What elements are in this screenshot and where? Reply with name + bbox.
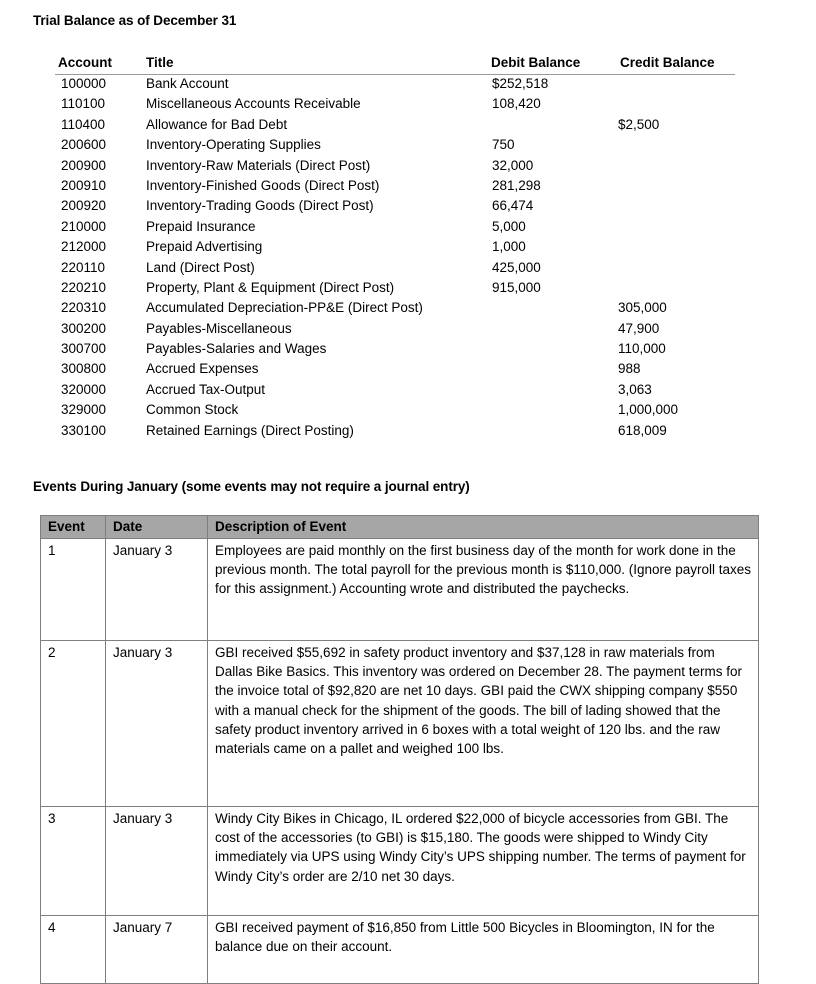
row-cell-account: 220310 bbox=[61, 300, 107, 316]
trial-balance-heading: Trial Balance as of December 31 bbox=[33, 13, 237, 28]
row-cell-event-date: January 7 bbox=[106, 916, 208, 984]
row-cell-event-description: GBI received $55,692 in safety product inventory and $37,128 in raw materials from Dallas Bike Basics. This inventory was ordered on December 28. The payment terms for the invoice total of $92,820 are net 10 days. GBI paid the CWX shipping company $550 with a manual check for the shipment of the goods. The bill of lading showed that the safety product inventory arrived in 6 boxes with a total weight of 120 lbs. and the raw materials came on a pallet and weighed 100 lbs. bbox=[208, 641, 759, 807]
row-cell-debit: $252,518 bbox=[492, 76, 549, 91]
row-cell-debit: 108,420 bbox=[492, 96, 541, 112]
trial-balance-row bbox=[0, 237, 816, 257]
trial-balance-row bbox=[0, 135, 816, 155]
row-cell-title: Property, Plant & Equipment (Direct Post) bbox=[146, 279, 395, 295]
row-cell-account: 100000 bbox=[61, 76, 107, 91]
row-cell-event-description: Employees are paid monthly on the first business day of the month for work done in the previous month. The total payroll for the previous month is $110,000. (Ignore payroll taxes for this assignment.) Accounting wrote and distributed the paychecks. bbox=[208, 539, 759, 641]
row-cell-title: Miscellaneous Accounts Receivable bbox=[146, 96, 361, 112]
row-cell-debit: 1,000 bbox=[492, 239, 526, 255]
trial-balance-row bbox=[0, 359, 816, 379]
events-body bbox=[41, 539, 759, 984]
row-cell-debit: 915,000 bbox=[492, 279, 541, 295]
trial-balance-row bbox=[0, 115, 816, 135]
trial-balance-row bbox=[0, 339, 816, 359]
row-cell-credit: $2,500 bbox=[618, 116, 660, 132]
trial-balance-row bbox=[0, 319, 816, 339]
trial-balance-row bbox=[0, 298, 816, 318]
row-cell-event-description: GBI received payment of $16,850 from Little 500 Bicycles in Bloomington, IN for the balance due on their account. bbox=[208, 916, 759, 984]
row-cell-title: Accumulated Depreciation-PP&E (Direct Post) bbox=[146, 300, 423, 316]
row-cell-account: 300800 bbox=[61, 361, 107, 377]
row-cell-debit: 281,298 bbox=[492, 177, 541, 193]
trial-balance-row bbox=[0, 278, 816, 298]
column-header-event: Event bbox=[41, 516, 106, 539]
row-cell-title: Retained Earnings (Direct Posting) bbox=[146, 422, 354, 438]
events-header-row bbox=[41, 516, 759, 539]
row-cell-title: Inventory-Finished Goods (Direct Post) bbox=[146, 177, 380, 193]
row-cell-title: Prepaid Insurance bbox=[146, 218, 256, 234]
row-cell-credit: 110,000 bbox=[618, 341, 666, 357]
row-cell-title: Accrued Expenses bbox=[146, 361, 259, 377]
row-cell-credit: 618,009 bbox=[618, 422, 667, 438]
row-cell-title: Payables-Salaries and Wages bbox=[146, 341, 327, 357]
trial-balance-table bbox=[0, 53, 816, 441]
trial-balance-header-row bbox=[0, 53, 816, 74]
trial-balance-row bbox=[0, 258, 816, 278]
row-cell-title: Allowance for Bad Debt bbox=[146, 116, 288, 132]
row-cell-account: 330100 bbox=[61, 422, 107, 438]
row-cell-account: 110100 bbox=[61, 96, 106, 112]
row-cell-account: 220110 bbox=[61, 259, 106, 275]
row-cell-account: 200910 bbox=[61, 177, 107, 193]
row-cell-account: 300700 bbox=[61, 341, 107, 357]
row-cell-credit: 47,900 bbox=[618, 320, 660, 336]
row-cell-event-number: 3 bbox=[41, 807, 106, 916]
row-cell-credit: 3,063 bbox=[618, 381, 652, 397]
row-cell-account: 210000 bbox=[61, 218, 107, 234]
row-cell-event-date: January 3 bbox=[106, 539, 208, 641]
trial-balance-row bbox=[0, 94, 816, 114]
events-table-row bbox=[41, 916, 759, 984]
events-table-row bbox=[41, 641, 759, 807]
column-header-debit-balance: Debit Balance bbox=[491, 55, 581, 70]
row-cell-debit: 32,000 bbox=[492, 157, 534, 173]
row-cell-account: 200920 bbox=[61, 198, 107, 214]
events-table-row bbox=[41, 807, 759, 916]
row-cell-title: Payables-Miscellaneous bbox=[146, 320, 292, 336]
events-heading: Events During January (some events may not require a journal entry) bbox=[33, 479, 470, 494]
row-cell-title: Bank Account bbox=[146, 76, 229, 91]
column-header-title: Title bbox=[146, 55, 174, 70]
row-cell-debit: 5,000 bbox=[492, 218, 526, 234]
column-header-credit-balance: Credit Balance bbox=[620, 55, 715, 70]
events-table bbox=[40, 515, 759, 984]
row-cell-account: 200600 bbox=[61, 137, 107, 153]
row-cell-event-number: 2 bbox=[41, 641, 106, 807]
row-cell-credit: 1,000,000 bbox=[618, 402, 679, 418]
column-header-description: Description of Event bbox=[208, 516, 759, 539]
row-cell-title: Inventory-Trading Goods (Direct Post) bbox=[146, 198, 374, 214]
column-header-account: Account bbox=[58, 55, 112, 70]
row-cell-title: Accrued Tax-Output bbox=[146, 381, 266, 397]
row-cell-debit: 750 bbox=[492, 137, 515, 153]
trial-balance-row bbox=[0, 156, 816, 176]
row-cell-title: Inventory-Operating Supplies bbox=[146, 137, 321, 153]
trial-balance-row bbox=[0, 74, 816, 94]
row-cell-event-description: Windy City Bikes in Chicago, IL ordered $22,000 of bicycle accessories from GBI. The cost of the accessories (to GBI) is $15,180. The goods were shipped to Windy City immediately via UPS using Windy City’s UPS shipping number. The terms of payment for Windy City’s order are 2/10 net 30 days. bbox=[208, 807, 759, 916]
row-cell-event-date: January 3 bbox=[106, 641, 208, 807]
row-cell-account: 220210 bbox=[61, 279, 107, 295]
row-cell-title: Land (Direct Post) bbox=[146, 259, 255, 275]
trial-balance-row bbox=[0, 400, 816, 420]
row-cell-event-date: January 3 bbox=[106, 807, 208, 916]
events-table-row bbox=[41, 539, 759, 641]
row-cell-account: 110400 bbox=[61, 116, 106, 132]
trial-balance-row bbox=[0, 217, 816, 237]
row-cell-account: 300200 bbox=[61, 320, 107, 336]
trial-balance-row bbox=[0, 380, 816, 400]
row-cell-debit: 66,474 bbox=[492, 198, 534, 214]
row-cell-title: Inventory-Raw Materials (Direct Post) bbox=[146, 157, 371, 173]
row-cell-debit: 425,000 bbox=[492, 259, 541, 275]
column-header-date: Date bbox=[106, 516, 208, 539]
trial-balance-body bbox=[0, 74, 816, 441]
row-cell-credit: 305,000 bbox=[618, 300, 667, 316]
row-cell-account: 320000 bbox=[61, 381, 107, 397]
row-cell-title: Common Stock bbox=[146, 402, 239, 418]
trial-balance-row bbox=[0, 421, 816, 441]
row-cell-event-number: 4 bbox=[41, 916, 106, 984]
trial-balance-row bbox=[0, 176, 816, 196]
row-cell-account: 329000 bbox=[61, 402, 107, 418]
row-cell-title: Prepaid Advertising bbox=[146, 239, 263, 255]
row-cell-credit: 988 bbox=[618, 361, 641, 377]
row-cell-account: 212000 bbox=[61, 239, 107, 255]
row-cell-account: 200900 bbox=[61, 157, 107, 173]
row-cell-event-number: 1 bbox=[41, 539, 106, 641]
trial-balance-row bbox=[0, 196, 816, 216]
